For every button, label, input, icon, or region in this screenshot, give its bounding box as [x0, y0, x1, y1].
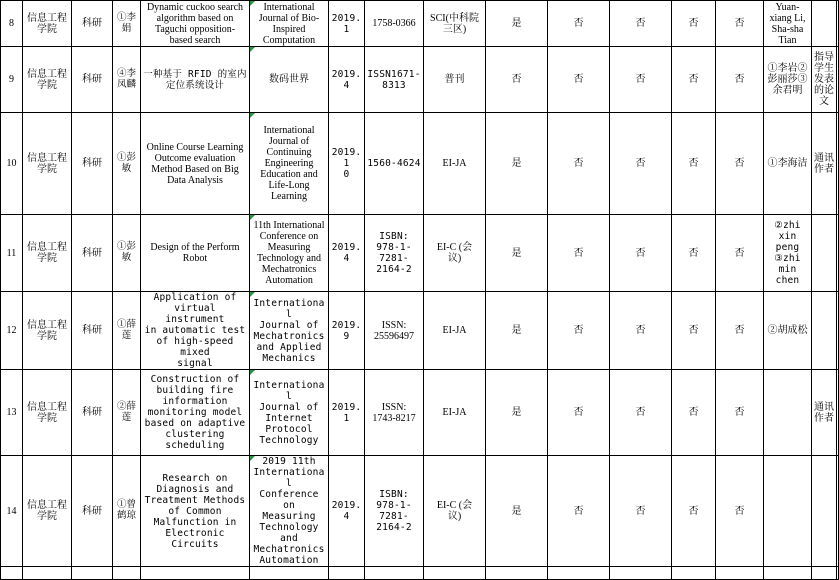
journal-text: 2019 11th International Conference on Measuring Technology and Mechatronics Automation: [253, 456, 325, 566]
note-cell[interactable]: [812, 370, 837, 456]
row-number-cell[interactable]: [1, 47, 23, 113]
journal-cell[interactable]: [250, 370, 329, 456]
journal-text: International Journal of Internet Protocol Technology: [253, 379, 325, 446]
coauthors-text: ②胡成松: [767, 325, 808, 336]
flag-cell-1[interactable]: [486, 370, 548, 456]
issn-cell[interactable]: [365, 1, 424, 47]
empty-cell[interactable]: [610, 567, 672, 580]
empty-cell[interactable]: [716, 567, 764, 580]
journal-cell[interactable]: [250, 113, 329, 215]
category-cell[interactable]: [72, 292, 113, 370]
empty-cell[interactable]: [764, 567, 812, 580]
row-number-text: 11: [6, 247, 17, 259]
note-text: 指导 学生 发表 的论 文: [814, 52, 834, 107]
author-text: ①李 娟: [116, 12, 136, 34]
author-cell[interactable]: [113, 1, 141, 47]
flag-cell-2[interactable]: [548, 113, 610, 215]
flag-text-4: 否: [688, 505, 699, 517]
category-text: 科研: [82, 505, 102, 517]
flag-text-1: 是: [511, 247, 522, 259]
edge-cell: [837, 292, 839, 370]
empty-cell[interactable]: [365, 567, 424, 580]
author-text: ①彭 敏: [116, 152, 136, 174]
row-number-text: 12: [6, 325, 17, 336]
row-number-cell[interactable]: [1, 215, 23, 292]
category-cell[interactable]: [72, 47, 113, 113]
paper-title-text: Application of virtual instrument in automatic test of high-speed mixed signal: [144, 292, 246, 369]
row-number-cell[interactable]: [1, 292, 23, 370]
flag-cell-1[interactable]: [486, 47, 548, 113]
flag-text-3: 否: [635, 407, 646, 418]
flag-text-2: 否: [573, 407, 584, 418]
journal-text: International Journal of Bio- Inspired Computation: [258, 1, 320, 46]
paper-title-cell[interactable]: [141, 370, 250, 456]
row-number-text: 13: [6, 407, 17, 418]
empty-cell[interactable]: [486, 567, 548, 580]
issn-cell[interactable]: [365, 292, 424, 370]
issn-text: ISSN: 25596497: [374, 319, 414, 342]
empty-cell[interactable]: [1, 567, 23, 580]
flag-text-2: 否: [573, 74, 584, 85]
journal-text: 11th International Conference on Measuring Technology and Mechatronics Automation: [253, 220, 325, 286]
flag-text-3: 否: [635, 325, 646, 336]
flag-text-5: 否: [734, 505, 745, 517]
flag-text-5: 否: [734, 247, 745, 259]
coauthors-cell[interactable]: [764, 292, 812, 370]
flag-cell-3[interactable]: [610, 47, 672, 113]
college-text: 信息工程 学院: [27, 68, 67, 91]
college-cell[interactable]: [23, 370, 72, 456]
flag-text-4: 否: [688, 158, 699, 169]
flag-text-4: 否: [688, 74, 699, 85]
flag-text-1: 是: [511, 505, 522, 517]
issn-cell[interactable]: [365, 370, 424, 456]
flag-text-3: 否: [635, 158, 646, 169]
paper-title-text: Design of the Perform Robot: [150, 242, 240, 264]
category-text: 科研: [82, 247, 102, 259]
publish-date-text: 2019.4: [331, 68, 362, 91]
flag-text-1: 否: [511, 74, 522, 85]
paper-title-text: Dynamic cuckoo search algorithm based on Taguchi opposition- based search: [146, 1, 244, 46]
journal-cell[interactable]: [250, 215, 329, 292]
journal-text: International Journal of Mechatronics and Applied Mechanics: [253, 297, 325, 364]
index-level-text: EI-JA: [442, 158, 467, 169]
empty-cell[interactable]: [23, 567, 72, 580]
index-level-text: EI-JA: [442, 325, 467, 336]
college-cell[interactable]: [23, 113, 72, 215]
row-number-text: 10: [6, 158, 17, 169]
index-level-text: EI-C (会 议): [436, 500, 473, 522]
flag-cell-2[interactable]: [548, 215, 610, 292]
index-level-cell[interactable]: [424, 47, 486, 113]
paper-title-text: Online Course Learning Outcome evaluation Method Based on Big Data Analysis: [146, 141, 244, 186]
edge-cell: [837, 456, 839, 567]
table-row: [1, 567, 839, 580]
edge-cell: [837, 1, 839, 47]
category-cell[interactable]: [72, 215, 113, 292]
flag-cell-5[interactable]: [716, 113, 764, 215]
category-cell[interactable]: [72, 370, 113, 456]
college-text: 信息工程 学院: [27, 242, 67, 264]
flag-cell-5[interactable]: [716, 1, 764, 47]
publish-date-text: 2019.4: [331, 242, 362, 264]
publish-date-cell[interactable]: [329, 456, 365, 567]
flag-text-5: 否: [734, 325, 745, 336]
author-cell[interactable]: [113, 456, 141, 567]
flag-cell-2[interactable]: [548, 456, 610, 567]
edge-cell: [837, 370, 839, 456]
flag-cell-4[interactable]: [672, 215, 716, 292]
table-row: [1, 456, 839, 567]
row-number-cell[interactable]: [1, 113, 23, 215]
flag-text-4: 否: [688, 325, 699, 336]
row-number-cell[interactable]: [1, 456, 23, 567]
flag-text-1: 是: [511, 325, 522, 336]
row-number-cell[interactable]: [1, 370, 23, 456]
college-text: 信息工程 学院: [27, 401, 67, 424]
publish-date-cell[interactable]: [329, 370, 365, 456]
empty-cell[interactable]: [329, 567, 365, 580]
empty-cell[interactable]: [250, 567, 329, 580]
table-row: [1, 113, 839, 215]
paper-title-cell[interactable]: [141, 456, 250, 567]
journal-cell[interactable]: [250, 47, 329, 113]
flag-cell-3[interactable]: [610, 215, 672, 292]
college-cell[interactable]: [23, 292, 72, 370]
empty-cell[interactable]: [672, 567, 716, 580]
flag-text-3: 否: [635, 247, 646, 259]
paper-title-cell[interactable]: [141, 1, 250, 47]
flag-cell-4[interactable]: [672, 292, 716, 370]
college-text: 信息工程 学院: [27, 12, 67, 35]
issn-text: 1758-0366: [372, 18, 416, 29]
empty-cell[interactable]: [837, 567, 839, 580]
flag-text-2: 否: [573, 325, 584, 336]
category-text: 科研: [82, 407, 102, 418]
flag-cell-5[interactable]: [716, 47, 764, 113]
paper-title-cell[interactable]: [141, 215, 250, 292]
coauthors-text: ①李海洁: [767, 158, 808, 169]
issn-cell[interactable]: [365, 113, 424, 215]
flag-text-3: 否: [635, 505, 646, 517]
note-text: 通讯 作者: [814, 401, 834, 424]
paper-title-text: Research on Diagnosis and Treatment Methods of Common Malfunction in Electronic Circuits: [144, 472, 246, 550]
edge-cell: [837, 215, 839, 292]
flag-text-4: 否: [688, 407, 699, 418]
flag-cell-4[interactable]: [672, 113, 716, 215]
coauthors-text: ①李岩② 彭丽莎③ 余君明: [767, 63, 808, 96]
flag-text-2: 否: [573, 18, 584, 29]
publish-date-text: 2019.1: [331, 12, 362, 35]
author-text: ④李 凤麟: [116, 68, 136, 90]
flag-cell-3[interactable]: [610, 370, 672, 456]
publish-date-cell[interactable]: [329, 215, 365, 292]
empty-cell[interactable]: [141, 567, 250, 580]
category-text: 科研: [82, 158, 102, 169]
paper-title-cell[interactable]: [141, 47, 250, 113]
author-text: ②薛 莲: [116, 401, 136, 423]
publish-date-cell[interactable]: [329, 292, 365, 370]
row-number-text: 8: [9, 18, 14, 29]
category-cell[interactable]: [72, 456, 113, 567]
table-row: [1, 47, 839, 113]
flag-cell-1[interactable]: [486, 292, 548, 370]
paper-title-text: 一种基于 RFID 的室内 定位系统设计: [143, 68, 247, 91]
flag-cell-1[interactable]: [486, 215, 548, 292]
paper-title-cell[interactable]: [141, 113, 250, 215]
note-cell[interactable]: [812, 215, 837, 292]
issn-text: ISBN: 978-1- 7281- 2164-2: [376, 489, 412, 533]
table-row: [1, 215, 839, 292]
college-cell[interactable]: [23, 1, 72, 47]
author-text: ①薛 莲: [116, 319, 136, 341]
category-text: 科研: [82, 18, 102, 29]
edge-cell: [837, 47, 839, 113]
flag-cell-4[interactable]: [672, 370, 716, 456]
flag-cell-2[interactable]: [548, 1, 610, 47]
publish-date-text: 2019.4: [331, 500, 362, 522]
index-level-cell[interactable]: [424, 370, 486, 456]
flag-cell-4[interactable]: [672, 456, 716, 567]
flag-cell-2[interactable]: [548, 370, 610, 456]
publish-date-text: 2019.1 0: [331, 147, 362, 180]
empty-cell[interactable]: [72, 567, 113, 580]
row-number-text: 14: [6, 505, 17, 517]
author-cell[interactable]: [113, 370, 141, 456]
flag-cell-2[interactable]: [548, 292, 610, 370]
journal-cell[interactable]: [250, 1, 329, 47]
empty-cell[interactable]: [113, 567, 141, 580]
author-cell[interactable]: [113, 113, 141, 215]
flag-cell-5[interactable]: [716, 215, 764, 292]
coauthors-cell[interactable]: [764, 47, 812, 113]
flag-text-5: 否: [734, 18, 745, 29]
flag-cell-5[interactable]: [716, 370, 764, 456]
index-level-text: EI-C (会 议): [436, 242, 473, 264]
index-level-cell[interactable]: [424, 1, 486, 47]
index-level-cell[interactable]: [424, 113, 486, 215]
flag-text-2: 否: [573, 158, 584, 169]
college-cell[interactable]: [23, 215, 72, 292]
journal-text: 数码世界: [269, 74, 309, 85]
journal-text: International Journal of Continuing Engineering Education and Life-Long Learning: [260, 125, 318, 202]
row-number-text: 9: [9, 74, 14, 85]
publish-date-text: 2019.1: [331, 401, 362, 424]
flag-text-1: 是: [511, 18, 522, 29]
journal-cell[interactable]: [250, 456, 329, 567]
coauthors-cell[interactable]: [764, 113, 812, 215]
empty-cell[interactable]: [548, 567, 610, 580]
flag-text-2: 否: [573, 247, 584, 259]
publish-date-cell[interactable]: [329, 1, 365, 47]
empty-cell[interactable]: [812, 567, 837, 580]
coauthors-text: ②zhi xin peng ③zhi min chen: [774, 220, 801, 286]
flag-cell-3[interactable]: [610, 292, 672, 370]
flag-cell-1[interactable]: [486, 456, 548, 567]
publish-date-cell[interactable]: [329, 47, 365, 113]
author-text: ①彭 敏: [116, 242, 136, 263]
index-level-text: SCI(中科院 三区): [430, 12, 479, 35]
publish-date-text: 2019.9: [331, 319, 362, 342]
flag-text-3: 否: [635, 18, 646, 29]
index-level-cell[interactable]: [424, 215, 486, 292]
college-cell[interactable]: [23, 456, 72, 567]
flag-text-5: 否: [734, 158, 745, 169]
flag-cell-1[interactable]: [486, 1, 548, 47]
issn-cell[interactable]: [365, 215, 424, 292]
flag-text-1: 是: [511, 158, 522, 169]
note-cell[interactable]: [812, 113, 837, 215]
note-cell[interactable]: [812, 292, 837, 370]
flag-cell-5[interactable]: [716, 292, 764, 370]
table-row: [1, 1, 839, 47]
issn-text: 1560-4624: [367, 158, 421, 169]
index-level-text: 普刊: [444, 74, 465, 85]
index-level-text: EI-JA: [442, 407, 467, 418]
issn-text: ISSN: 1743-8217: [372, 401, 416, 424]
edge-cell: [837, 113, 839, 215]
issn-text: ISBN: 978-1- 7281- 2164-2: [376, 231, 412, 275]
flag-cell-5[interactable]: [716, 456, 764, 567]
category-cell[interactable]: [72, 113, 113, 215]
paper-title-text: Construction of building fire information monitoring model based on adaptive clustering scheduling: [144, 374, 246, 451]
empty-cell[interactable]: [424, 567, 486, 580]
flag-text-4: 否: [688, 18, 699, 29]
flag-cell-3[interactable]: [610, 1, 672, 47]
category-cell[interactable]: [72, 1, 113, 47]
flag-text-5: 否: [734, 407, 745, 418]
index-level-cell[interactable]: [424, 292, 486, 370]
flag-cell-3[interactable]: [610, 456, 672, 567]
flag-text-4: 否: [688, 247, 699, 259]
flag-text-3: 否: [635, 74, 646, 85]
author-cell[interactable]: [113, 215, 141, 292]
note-cell[interactable]: [812, 456, 837, 567]
author-cell[interactable]: [113, 47, 141, 113]
flag-cell-4[interactable]: [672, 47, 716, 113]
note-text: 通讯 作者: [814, 152, 834, 175]
author-text: ①曾 鹤琼: [116, 500, 136, 521]
table-row: [1, 370, 839, 456]
publish-date-cell[interactable]: [329, 113, 365, 215]
coauthors-cell[interactable]: [764, 370, 812, 456]
journal-cell[interactable]: [250, 292, 329, 370]
college-text: 信息工程 学院: [27, 319, 67, 342]
coauthors-cell[interactable]: [764, 456, 812, 567]
paper-title-cell[interactable]: [141, 292, 250, 370]
row-number-cell[interactable]: [1, 1, 23, 47]
category-text: 科研: [82, 325, 102, 336]
issn-cell[interactable]: [365, 456, 424, 567]
index-level-cell[interactable]: [424, 456, 486, 567]
author-cell[interactable]: [113, 292, 141, 370]
coauthors-text: Yuan- xiang Li, Sha-sha Tian: [769, 1, 806, 46]
flag-text-1: 是: [511, 407, 522, 418]
flag-text-2: 否: [573, 505, 584, 517]
issn-cell[interactable]: [365, 47, 424, 113]
flag-cell-4[interactable]: [672, 1, 716, 47]
flag-cell-3[interactable]: [610, 113, 672, 215]
issn-text: ISSN1671- 8313: [367, 68, 421, 91]
table-row: [1, 292, 839, 370]
category-text: 科研: [82, 74, 102, 85]
flag-cell-2[interactable]: [548, 47, 610, 113]
note-cell[interactable]: [812, 47, 837, 113]
coauthors-cell[interactable]: [764, 1, 812, 47]
coauthors-cell[interactable]: [764, 215, 812, 292]
note-cell[interactable]: [812, 1, 837, 47]
college-text: 信息工程 学院: [27, 152, 67, 175]
college-cell[interactable]: [23, 47, 72, 113]
college-text: 信息工程 学院: [27, 500, 67, 522]
flag-cell-1[interactable]: [486, 113, 548, 215]
flag-text-5: 否: [734, 74, 745, 85]
